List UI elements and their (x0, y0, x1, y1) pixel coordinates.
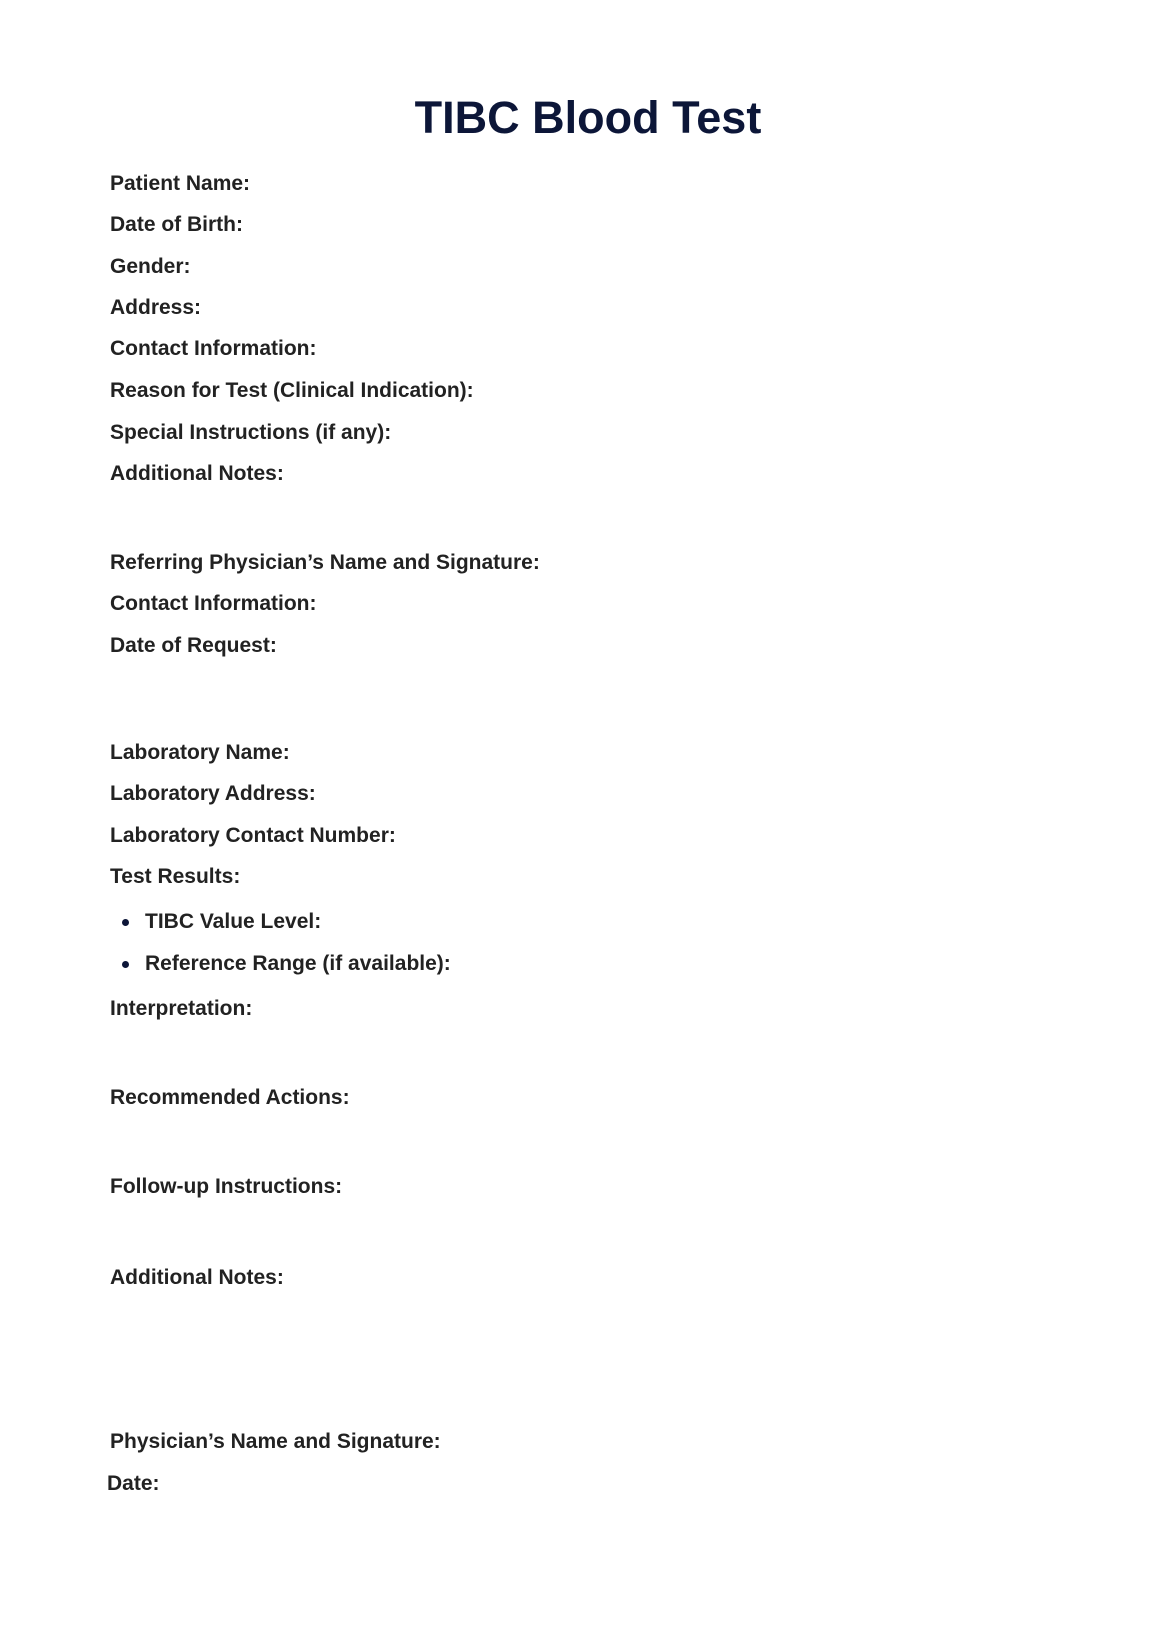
referring-contact-label: Contact Information: (110, 592, 317, 615)
additional-notes-label: Additional Notes: (110, 462, 284, 485)
reference-range-label: Reference Range (if available): (145, 952, 451, 975)
follow-up-label: Follow-up Instructions: (110, 1175, 343, 1198)
referring-physician-label: Referring Physician’s Name and Signature: (110, 551, 540, 574)
lab-contact-label: Laboratory Contact Number: (110, 824, 396, 847)
lab-name-label: Laboratory Name: (110, 741, 290, 764)
bullet-icon (122, 961, 129, 968)
contact-label: Contact Information: (110, 337, 317, 360)
recommended-actions-label: Recommended Actions: (110, 1086, 350, 1109)
date-label: Date: (107, 1472, 160, 1495)
patient-name-label: Patient Name: (110, 172, 251, 195)
address-label: Address: (110, 296, 202, 319)
tibc-value-label: TIBC Value Level: (145, 910, 322, 933)
gender-label: Gender: (110, 255, 191, 278)
special-instructions-label: Special Instructions (if any): (110, 421, 392, 444)
lab-additional-notes-label: Additional Notes: (110, 1266, 284, 1289)
physician-signature-label: Physician’s Name and Signature: (110, 1430, 441, 1453)
dob-label: Date of Birth: (110, 213, 243, 236)
date-of-request-label: Date of Request: (110, 634, 277, 657)
bullet-icon (122, 919, 129, 926)
page-title: TIBC Blood Test (414, 92, 762, 143)
test-results-label: Test Results: (110, 865, 241, 888)
lab-address-label: Laboratory Address: (110, 782, 316, 805)
interpretation-label: Interpretation: (110, 997, 253, 1020)
reason-label: Reason for Test (Clinical Indication): (110, 379, 474, 402)
